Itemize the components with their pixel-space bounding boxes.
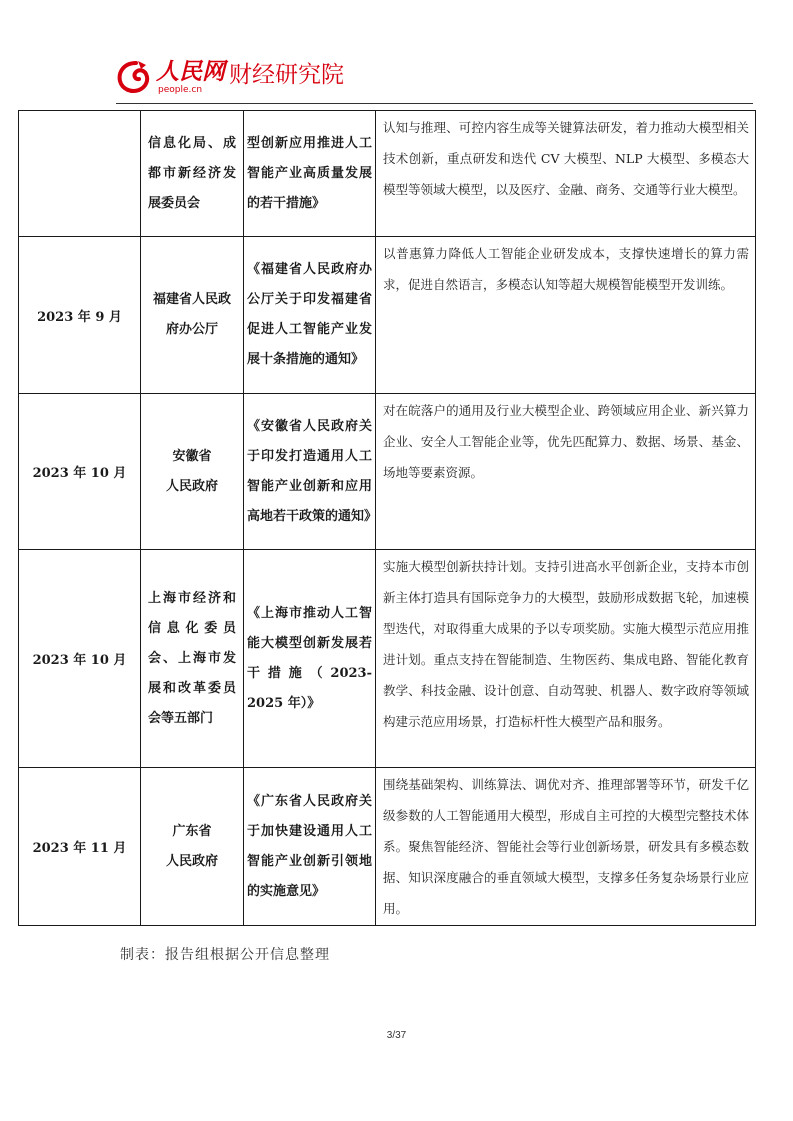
table-source-note: 制表：报告组根据公开信息整理 xyxy=(120,947,330,963)
description-cell: 认知与推理、可控内容生成等关键算法研发，着力推动大模型相关技术创新，重点研发和迭代 CV 大模型、NLP 大模型、多模态大模型等领域大模型，以及医疗、金融、商务、交通等行业大模型。 xyxy=(376,111,756,237)
policy-title-cell: 《福建省人民政府办公厅关于印发福建省促进人工智能产业发展十条措施的通知》 xyxy=(244,237,376,394)
date-cell: 2023 年 11 月 xyxy=(19,768,141,926)
description-cell: 以普惠算力降低人工智能企业研发成本，支撑快速增长的算力需求，促进自然语言，多模态认知等超大规模智能模型开发训练。 xyxy=(376,237,756,394)
policy-title-cell: 《上海市推动人工智能大模型创新发展若干措施（2023-2025 年）》 xyxy=(244,550,376,768)
date-cell: 2023 年 10 月 xyxy=(19,394,141,550)
policy-title-cell: 《安徽省人民政府关于印发打造通用人工智能产业创新和应用高地若干政策的通知》 xyxy=(244,394,376,550)
header-divider xyxy=(116,103,753,104)
table-row xyxy=(19,768,756,926)
issuer-cell: 广东省 人民政府 xyxy=(141,768,244,926)
logo-domain: people.cn xyxy=(158,85,203,95)
date-cell: 2023 年 10 月 xyxy=(19,550,141,768)
issuer-cell: 信息化局、成都市新经济发展委员会 xyxy=(141,111,244,237)
table-row xyxy=(19,550,756,768)
description-cell: 对在皖落户的通用及行业大模型企业、跨领域应用企业、新兴算力企业、安全人工智能企业等，优先匹配算力、数据、场景、基金、场地等要素资源。 xyxy=(376,394,756,550)
table-row xyxy=(19,237,756,394)
table-row xyxy=(19,111,756,237)
policy-title-cell: 型创新应用推进人工智能产业高质量发展的若干措施》 xyxy=(244,111,376,237)
description-cell: 实施大模型创新扶持计划。支持引进高水平创新企业，支持本市创新主体打造具有国际竞争力的大模型，鼓励形成数据飞轮，加速模型迭代，对取得重大成果的予以专项奖励。实施大模型示范应用推进计划。重点支持在智能制造、生物医药、集成电路、智能化教育教学、科技金融、设计创意、自动驾驶、机器人、数字政府等领域构建示范应用场景，打造标杆性大模型产品和服务。 xyxy=(376,550,756,768)
logo-text: 人民网 xyxy=(156,58,225,85)
table-row xyxy=(19,394,756,550)
date-cell xyxy=(19,111,141,237)
issuer-cell: 安徽省 人民政府 xyxy=(141,394,244,550)
policy-table xyxy=(18,110,756,926)
institute-name: 财经研究院 xyxy=(229,62,344,88)
date-cell: 2023 年 9 月 xyxy=(19,237,141,394)
report-header xyxy=(116,56,716,102)
page-number: 3/37 xyxy=(386,1030,407,1041)
issuer-cell: 福建省人民政府办公厅 xyxy=(141,237,244,394)
policy-title-cell: 《广东省人民政府关于加快建设通用人工智能产业创新引领地的实施意见》 xyxy=(244,768,376,926)
people-logo-icon xyxy=(116,60,156,94)
issuer-cell: 上海市经济和信息化委员会、上海市发展和改革委员会等五部门 xyxy=(141,550,244,768)
description-cell: 围绕基础架构、训练算法、调优对齐、推理部署等环节，研发千亿级参数的人工智能通用大模型，形成自主可控的大模型完整技术体系。聚焦智能经济、智能社会等行业创新场景，研发具有多模态数据、知识深度融合的垂直领域大模型，支撑多任务复杂场景行业应用。 xyxy=(376,768,756,926)
